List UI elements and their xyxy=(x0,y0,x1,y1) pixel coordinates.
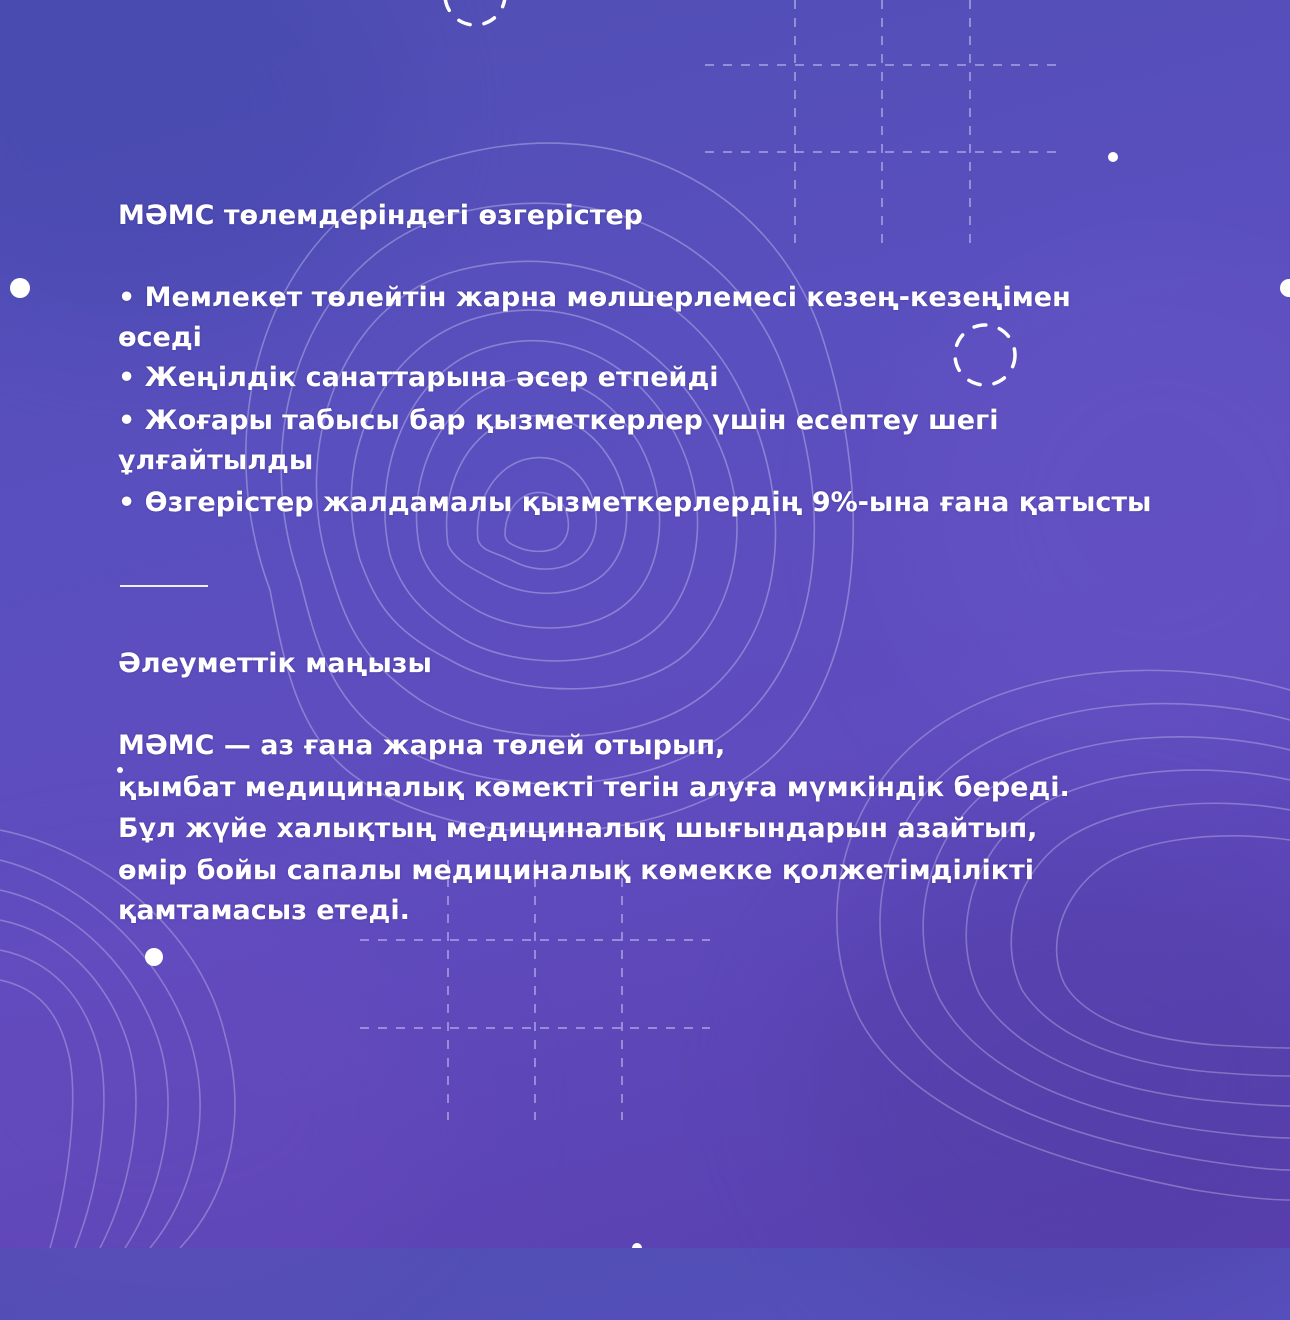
paragraph-line-2: қымбат медициналық көмекті тегін алуға мүмкіндік береді. xyxy=(118,772,1070,803)
contour-lines-bottom-left xyxy=(0,830,235,1248)
bullet-item-3-line-1: • Жоғары табысы бар қызметкерлер үшін есептеу шегі xyxy=(118,405,999,436)
dashed-circle-icon-top xyxy=(445,0,505,25)
paragraph-line-1: МӘМС — аз ғана жарна төлей отырып, xyxy=(118,730,726,761)
dot-icon-top-right xyxy=(1108,152,1118,162)
bullet-item-3-line-2: ұлғайтылды xyxy=(118,445,314,476)
section-title-changes: МӘМС төлемдеріндегі өзгерістер xyxy=(118,200,643,231)
dashed-grid-top xyxy=(705,0,1060,245)
bullet-item-2: • Жеңілдік санаттарына әсер етпейді xyxy=(118,362,719,393)
bullet-item-4: • Өзгерістер жалдамалы қызметкерлердің 9%-ына ғана қатысты xyxy=(118,487,1152,518)
paragraph-line-5: қамтамасыз етеді. xyxy=(118,895,410,926)
paragraph-line-3: Бұл жүйе халықтың медициналық шығындарын азайтып, xyxy=(118,813,1038,844)
paragraph-line-4: өмір бойы сапалы медициналық көмекке қолжетімділікті xyxy=(118,855,1034,886)
contour-lines-bottom-right xyxy=(837,670,1290,1200)
bullet-item-1-line-2: өседі xyxy=(118,322,202,353)
section-divider xyxy=(120,585,208,587)
section-title-social: Әлеуметтік маңызы xyxy=(118,648,432,679)
bullet-item-1-line-1: • Мемлекет төлейтін жарна мөлшерлемесі кезең-кезеңімен xyxy=(118,282,1071,313)
dashed-circle-icon-mid xyxy=(955,325,1015,385)
dashed-grid-bottom xyxy=(360,860,710,1120)
dot-icon-bottom xyxy=(145,948,163,966)
dot-icon-left xyxy=(10,278,30,298)
dot-icon-bottom-edge xyxy=(632,1243,642,1248)
dot-icon-right xyxy=(1280,279,1290,297)
